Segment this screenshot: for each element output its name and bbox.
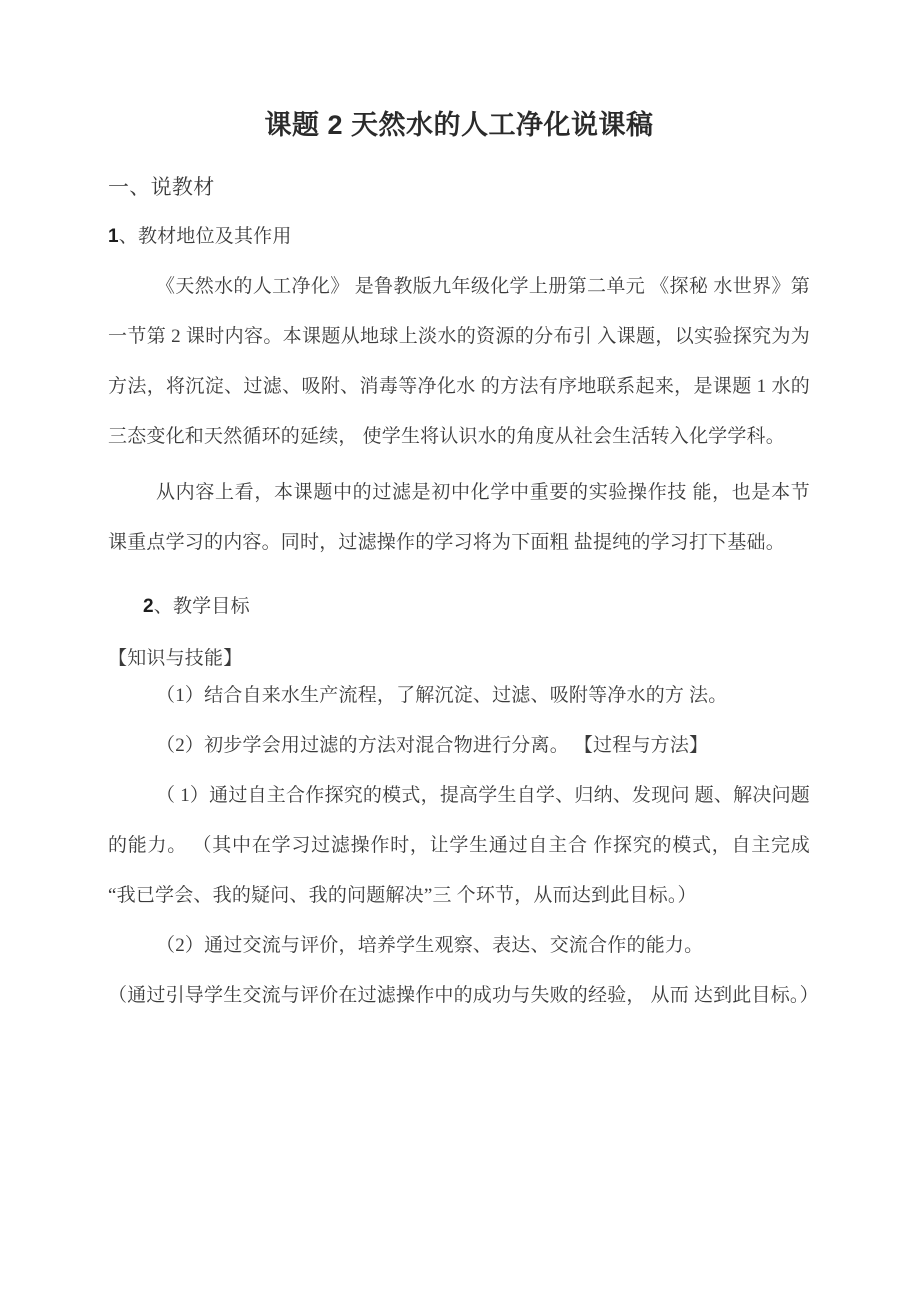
- subheading-number: 1: [108, 226, 119, 248]
- section-heading-shuojiaocai: 一、说教材: [108, 175, 215, 200]
- objective-note-process: （通过引导学生交流与评价在过滤操作中的成功与失败的经验， 从而 达到此目标。）: [108, 985, 819, 1007]
- page-title: 课题 2 天然水的人工净化说课稿: [264, 110, 654, 140]
- paragraph-textbook-position: 《天然水的人工净化》 是鲁教版九年级化学上册第二单元 《探秘 水世界》第一节第 2 课时内容。本课题从地球上淡水的资源的分布引 入课题，以实验探究为为方法，将沉淀、过滤、吸附、消毒等净化水 的方法有序地联系起来，是课题 1 水的三态变化和天然循环的延续， 使学生将认识水的角度从社会生活转入化学学科。: [108, 276, 810, 448]
- paragraph-content-analysis: 从内容上看，本课题中的过滤是初中化学中重要的实验操作技 能，也是本节课重点学习的内容。同时，过滤操作的学习将为下面粗 盐提纯的学习打下基础。: [108, 482, 810, 554]
- objective-group-label-knowledge-skills: 【知识与技能】: [108, 647, 243, 669]
- objective-item-process-1: （ 1）通过自主合作探究的模式，提高学生自学、归纳、发现问 题、解决问题的能力。 （其中在学习过滤操作时，让学生通过自主合 作探究的模式，自主完成“我已学会、我的疑问、我的问题解决”三 个环节，从而达到此目标。）: [108, 785, 810, 907]
- objective-item-knowledge-1: （1）结合自来水生产流程，了解沉淀、过滤、吸附等净水的方 法。: [156, 685, 728, 707]
- objectives-heading-number: 2: [143, 596, 154, 618]
- objectives-heading-label: 、教学目标: [153, 596, 250, 618]
- objective-item-knowledge-2: （2）初步学会用过滤的方法对混合物进行分离。 【过程与方法】: [156, 735, 709, 757]
- document-content: [108, 0, 819, 1021]
- subheading-jiaoxue-mubiao: [108, 568, 810, 620]
- subheading-jiaocai-diwei: [108, 201, 810, 250]
- subheading-label: 、教材地位及其作用: [118, 226, 292, 248]
- objective-item-process-2: （2）通过交流与评价，培养学生观察、表达、交流合作的能力。: [156, 935, 704, 957]
